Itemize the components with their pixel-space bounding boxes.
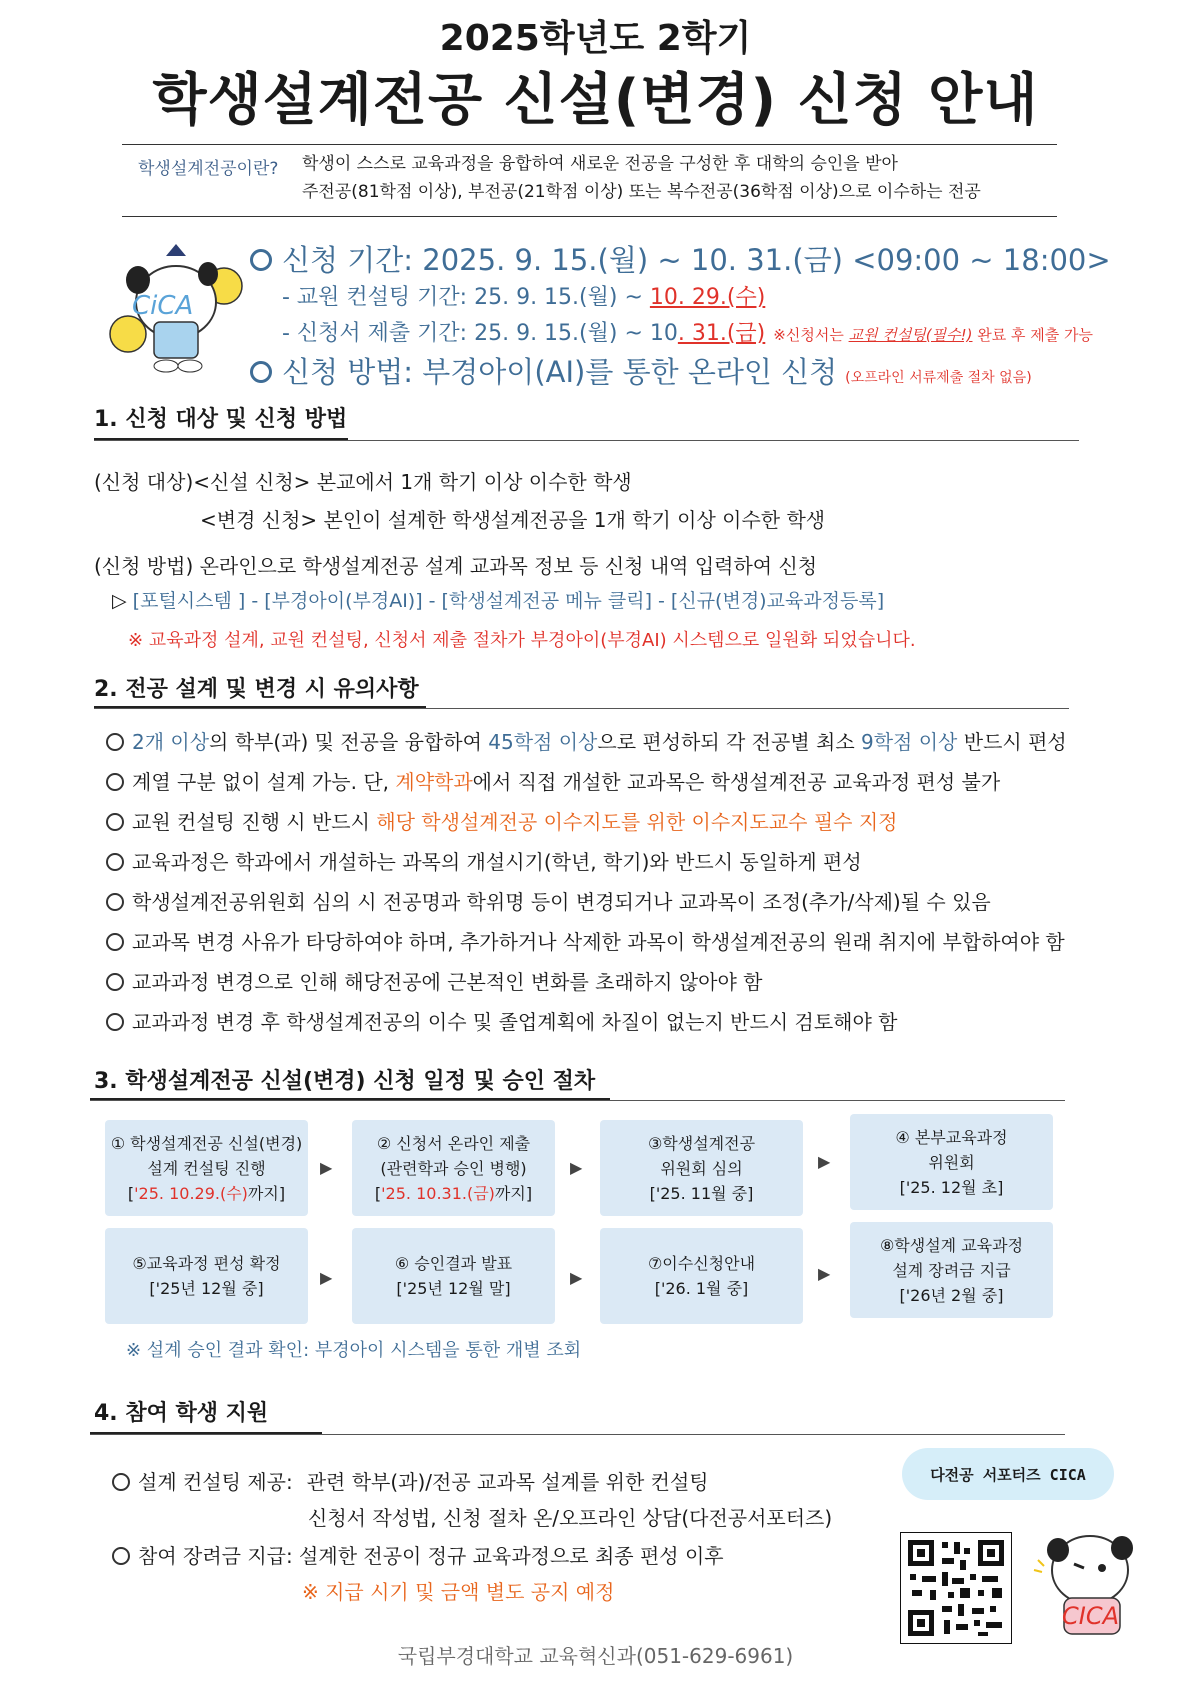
- process-step-5: [105, 1228, 308, 1324]
- process-step-8: [850, 1222, 1053, 1318]
- support-consulting-label: 설계 컨설팅 제공:: [138, 1470, 293, 1494]
- step-8-line-1: ⑧학생설계 교육과정: [879, 1235, 1024, 1255]
- submission-note-a: ※신청서는: [773, 326, 849, 344]
- caution-8-text: 교과과정 변경 후 학생설계전공의 이수 및 졸업계획에 차질이 없는지 반드시 검토해야 함: [132, 1010, 898, 1034]
- step-7-line-1: ⑦이수신청안내: [647, 1254, 756, 1273]
- step-6-line-2: ['25년 12월 말]: [396, 1279, 511, 1298]
- caution-4-text: 교육과정은 학과에서 개설하는 과목의 개설시기(학년, 학기)와 반드시 동일하게 편성: [132, 850, 862, 874]
- caution-1-d: 으로 편성하되 각 전공별 최소: [597, 730, 862, 754]
- support-scholarship-note: ※ 지급 시기 및 금액 별도 공지 예정: [302, 1580, 615, 1604]
- process-step-2: [352, 1120, 555, 1216]
- caution-1-b: 의 학부(과) 및 전공을 융합하여: [209, 730, 489, 754]
- caution-2-c: 에서 직접 개설한 교과목은 학생설계전공 교육과정 편성 불가: [472, 770, 1001, 794]
- caution-3-b: 해당 학생설계전공 이수지도를 위한 이수지도교수 필수 지정: [376, 810, 898, 834]
- qr-code-image[interactable]: [900, 1532, 1012, 1644]
- section-1-rule: [94, 440, 1079, 441]
- path-arrow-icon: ▷: [112, 590, 127, 612]
- section-3-rule: [90, 1100, 1065, 1101]
- submission-note-emphasis: 교원 컨설팅(필수!): [848, 326, 973, 344]
- arrow-icon: ▶: [818, 1264, 831, 1283]
- mascot-wink-label: CICA: [1062, 1602, 1120, 1630]
- step-2-date: '25. 10.31.(금): [381, 1183, 495, 1203]
- process-step-4: [850, 1114, 1053, 1210]
- step-1-until: 까지]: [247, 1183, 286, 1203]
- process-step-7: [600, 1228, 803, 1324]
- caution-3-a: 교원 컨설팅 진행 시 반드시: [132, 810, 377, 834]
- step-5-line-1: ⑤교육과정 편성 확정: [132, 1254, 281, 1273]
- mascot-cheer-image: [106, 234, 246, 374]
- target-new: (신청 대상)<신설 신청> 본교에서 1개 학기 이상 이수한 학생: [94, 470, 632, 494]
- caution-item-8: [106, 1006, 897, 1035]
- step-6-line-1: ⑥ 승인결과 발표: [394, 1254, 513, 1273]
- step-2-bracket-open: [: [374, 1183, 382, 1203]
- step-2-until: 까지]: [494, 1183, 533, 1203]
- arrow-icon: ▶: [570, 1158, 583, 1177]
- portal-path: [112, 586, 884, 613]
- support-consulting: [112, 1466, 709, 1495]
- caution-item-6: [106, 926, 1065, 955]
- step-8-line-2: 설계 장려금 지급: [892, 1260, 1011, 1280]
- caution-6-text: 교과목 변경 사유가 타당하여야 하며, 추가하거나 삭제한 과목이 학생설계전공의 원래 취지에 부합하여야 함: [132, 930, 1065, 954]
- section-1-title: 1. 신청 대상 및 신청 방법: [94, 407, 348, 432]
- apply-method: (신청 방법) 온라인으로 학생설계전공 설계 교과목 정보 등 신청 내역 입력하여 신청: [94, 554, 818, 578]
- caution-7-text: 교과과정 변경으로 인해 해당전공에 근본적인 변화를 초래하지 않아야 함: [132, 970, 763, 994]
- footer-contact: 국립부경대학교 교육혁신과(051-629-6961): [397, 1644, 794, 1668]
- step-2-line-1: ② 신청서 온라인 제출: [376, 1133, 531, 1153]
- step-1-line-3: [105, 1181, 308, 1206]
- svg-text:CiCA: CiCA: [132, 291, 194, 321]
- caution-2-a: 계열 구분 없이 설계 가능. 단,: [132, 770, 396, 794]
- supporters-bubble: 다전공 서포터즈 CICA: [902, 1448, 1114, 1500]
- caution-1-a: 2개 이상: [132, 730, 210, 754]
- support-consulting-line-1: 관련 학부(과)/전공 교과목 설계를 위한 컨설팅: [306, 1470, 709, 1494]
- consulting-period-text: - 교원 컨설팅 기간: 25. 9. 15.(월) ~: [282, 285, 650, 310]
- step-1-date: '25. 10.29.(수): [134, 1183, 248, 1203]
- circle-bullet-icon: [106, 853, 124, 871]
- application-method-note: (오프라인 서류제출 절차 없음): [845, 370, 1032, 386]
- caution-item-3: [106, 806, 897, 835]
- step-4-line-2: 위원회: [928, 1152, 975, 1172]
- target-change: <변경 신청> 본인이 설계한 학생설계전공을 1개 학기 이상 이수한 학생: [200, 508, 826, 532]
- page-title: 학생설계전공 신설(변경) 신청 안내: [152, 68, 1039, 133]
- caution-item-7: [106, 966, 762, 995]
- circle-bullet-icon: [112, 1547, 130, 1565]
- step-8-line-3: ['26년 2월 중]: [899, 1285, 1004, 1305]
- process-step-6: [352, 1228, 555, 1324]
- consulting-deadline: 10. 29.(수): [649, 285, 766, 310]
- caution-1-e: 9학점 이상: [861, 730, 958, 754]
- mascot-wink-image: [1030, 1520, 1148, 1644]
- section-2-rule: [94, 708, 1069, 709]
- step-1-bracket-open: [: [127, 1183, 135, 1203]
- submission-note-c: 완료 후 제출 가능: [972, 326, 1094, 344]
- section-4-rule: [90, 1434, 1065, 1435]
- submission-period: [282, 316, 1093, 347]
- process-step-1: [105, 1120, 308, 1216]
- circle-bullet-icon: [112, 1473, 130, 1491]
- step-2-line-2: (관련학과 승인 병행): [380, 1158, 527, 1178]
- submission-note: [773, 326, 1093, 344]
- application-method-text: 신청 방법: 부경아이(AI)를 통한 온라인 신청: [282, 355, 838, 389]
- circle-bullet-icon: [106, 933, 124, 951]
- mascot-cheer-icon: [106, 234, 246, 374]
- circle-bullet-icon: [106, 893, 124, 911]
- circle-bullet-icon: [106, 1013, 124, 1031]
- circle-bullet-icon: [250, 249, 272, 271]
- section-2-title: 2. 전공 설계 및 변경 시 유의사항: [94, 677, 419, 702]
- step-3-line-3: ['25. 11월 중]: [649, 1183, 754, 1203]
- caution-5-text: 학생설계전공위원회 심의 시 전공명과 학위명 등이 변경되거나 교과목이 조정(추가/삭제)될 수 있음: [132, 890, 991, 914]
- caution-1-f: 반드시 편성: [957, 730, 1067, 754]
- mascot-wink-icon: [1030, 1520, 1148, 1644]
- consulting-period: [282, 280, 765, 311]
- step-4-line-3: ['25. 12월 초]: [899, 1177, 1004, 1197]
- process-step-3: [600, 1120, 803, 1216]
- circle-bullet-icon: [106, 973, 124, 991]
- caution-item-1: [106, 726, 1067, 755]
- application-period: [250, 238, 1111, 279]
- step-1-line-2: 설계 컨설팅 진행: [147, 1158, 266, 1178]
- support-scholarship: [112, 1540, 724, 1569]
- step-7-line-2: ['26. 1월 중]: [654, 1279, 749, 1298]
- portal-path-text: [포털시스템 ] - [부경아이(부경AI)] - [학생설계전공 메뉴 클릭] - [신규(변경)교육과정등록]: [132, 590, 885, 612]
- arrow-icon: ▶: [570, 1268, 583, 1287]
- definition-line-2: 주전공(81학점 이상), 부전공(21학점 이상) 또는 복수전공(36학점 이상)으로 이수하는 전공: [302, 182, 981, 202]
- submission-deadline: . 31.(금): [677, 321, 766, 346]
- application-method: [250, 350, 1032, 391]
- caution-1-c: 45학점 이상: [488, 730, 598, 754]
- caution-2-b: 계약학과: [395, 770, 473, 794]
- divider-top: [122, 144, 1057, 145]
- arrow-icon: ▶: [320, 1268, 333, 1287]
- arrow-icon: ▶: [320, 1158, 333, 1177]
- submission-period-text: - 신청서 제출 기간: 25. 9. 15.(월) ~ 10: [282, 321, 678, 346]
- definition-line-1: 학생이 스스로 교육과정을 융합하여 새로운 전공을 구성한 후 대학의 승인을 받아: [302, 154, 898, 174]
- caution-item-2: [106, 766, 1000, 795]
- section-1-note: ※ 교육과정 설계, 교원 컨설팅, 신청서 제출 절차가 부경아이(부경AI) 시스템으로 일원화 되었습니다.: [128, 630, 916, 651]
- support-consulting-line-2: 신청서 작성법, 신청 절차 온/오프라인 상담(다전공서포터즈): [308, 1506, 833, 1530]
- caution-item-4: [106, 846, 862, 875]
- section-4-title: 4. 참여 학생 지원: [94, 1401, 269, 1426]
- support-scholarship-text: 참여 장려금 지급: 설계한 전공이 정규 교육과정으로 최종 편성 이후: [138, 1544, 724, 1568]
- circle-bullet-icon: [106, 813, 124, 831]
- step-2-line-3: [352, 1181, 555, 1206]
- caution-item-5: [106, 886, 991, 915]
- section-3-title: 3. 학생설계전공 신설(변경) 신청 일정 및 승인 절차: [94, 1069, 596, 1094]
- circle-bullet-icon: [106, 773, 124, 791]
- application-period-text: 신청 기간: 2025. 9. 15.(월) ~ 10. 31.(금) <09:00 ~ 18:00>: [282, 243, 1111, 277]
- step-3-line-2: 위원회 심의: [660, 1158, 743, 1178]
- step-1-line-1: ① 학생설계전공 신설(변경): [110, 1133, 303, 1153]
- circle-bullet-icon: [106, 733, 124, 751]
- circle-bullet-icon: [250, 361, 272, 383]
- arrow-icon: ▶: [818, 1152, 831, 1171]
- divider-bottom: [122, 216, 1057, 217]
- definition-label: 학생설계전공이란?: [138, 159, 279, 179]
- step-4-line-1: ④ 본부교육과정: [895, 1127, 1008, 1147]
- step-5-line-2: ['25년 12월 중]: [149, 1279, 264, 1298]
- section-3-note: ※ 설계 승인 결과 확인: 부경아이 시스템을 통한 개별 조회: [126, 1340, 582, 1361]
- page-subtitle: 2025학년도 2학기: [439, 18, 752, 59]
- qr-code-icon: [900, 1532, 1012, 1644]
- step-3-line-1: ③학생설계전공: [647, 1133, 756, 1153]
